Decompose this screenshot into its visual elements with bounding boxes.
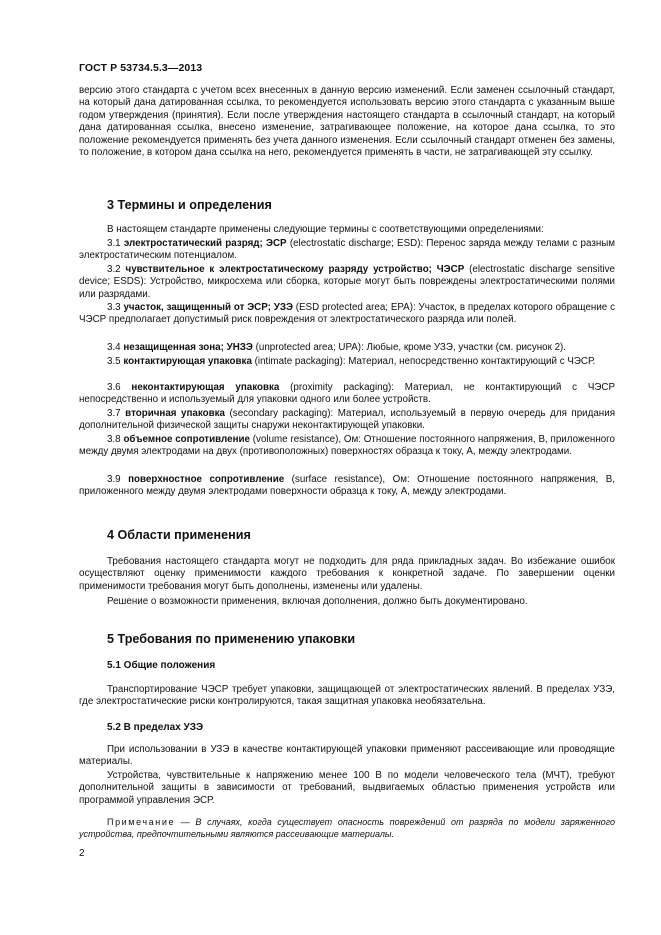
term-definition: (unprotected area; UPA): Любые, кроме УЗЭ, участки (см. рисунок 2). bbox=[252, 342, 567, 353]
section-4-title: 4 Области применения bbox=[107, 528, 251, 542]
term-definition: (surface resistance), Ом: Отношение постоянного напряжения, В, приложенного между двумя электродами поверхности образца к току, А, между электродами. bbox=[79, 474, 615, 498]
term-definition: (ESD protected area; EPA): Участок, в пределах которого обращение с ЧЭСР предполагает допустимый риск повреждения от электростатического разряда или полей. bbox=[79, 302, 615, 326]
section-5-1-title: 5.1 Общие положения bbox=[107, 660, 216, 671]
section-5-2-paragraph-1: При использовании в УЗЭ в качестве контактирующей упаковки применяют рассеивающие или проводящие материалы. bbox=[79, 744, 615, 768]
note-text: — В случаях, когда существует опасность повреждений от разряда по модели заряженного устройства, предпочтительными являются рассеивающие материалы. bbox=[79, 817, 615, 839]
term-number: 3.8 bbox=[107, 434, 121, 445]
page-number: 2 bbox=[79, 848, 85, 859]
document-header: ГОСТ Р 53734.5.3—2013 bbox=[79, 62, 203, 74]
term-3-8 bbox=[79, 434, 615, 459]
term-number: 3.3 bbox=[107, 302, 121, 313]
term-number: 3.7 bbox=[107, 408, 121, 419]
section-5-1-paragraph: Транспортирование ЧЭСР требует упаковки, защищающей от электростатических явлений. В пределах УЗЭ, где электростатические риски контролируются, такая защитная упаковка необязательна. bbox=[79, 684, 615, 708]
term-name: незащищенная зона; УНЗЭ bbox=[123, 342, 253, 353]
term-definition: (proximity packaging): Материал, не контактирующий с ЧЭСР непосредственно и используемый для упаковки одного или более устройств. bbox=[79, 382, 615, 406]
intro-paragraph: версию этого стандарта с учетом всех внесенных в данную версию изменений. Если заменен ссылочный стандарт, на который дана датированная ссылка, то рекомендуется использовать версию этого стандарта с указанным выше годом утверждения (принятия). Если после утверждения настоящего стандарта в ссылочный стандарт, на который дана датированная ссылка, внесено изменение, затрагивающее положение, на которое дана ссылка, то это положение рекомендуется применять без учета данного изменения. Если ссылочный стандарт отменен без замены, то положение, в котором дана ссылка на него, рекомендуется применять в части, не затрагивающей эту ссылку. bbox=[79, 85, 615, 159]
note bbox=[79, 816, 615, 840]
section-5-2-title: 5.2 В пределах УЗЭ bbox=[107, 722, 204, 733]
term-3-6 bbox=[79, 382, 615, 407]
term-3-7 bbox=[79, 408, 615, 433]
section-3-lead: В настоящем стандарте применены следующие термины с соответствующими определениями: bbox=[107, 224, 544, 235]
term-name: участок, защищенный от ЭСР; УЗЭ bbox=[123, 302, 293, 313]
term-number: 3.9 bbox=[107, 474, 121, 485]
term-name: поверхностное сопротивление bbox=[128, 474, 285, 485]
term-3-9 bbox=[79, 474, 615, 499]
term-definition: (intimate packaging): Материал, непосредственно контактирующий с ЧЭСР. bbox=[251, 356, 596, 367]
section-5-title: 5 Требования по применению упаковки bbox=[107, 632, 356, 646]
term-definition: (volume resistance), Ом: Отношение постоянного напряжения, В, приложенного между двумя электродами на двух (противоположных) поверхностях образца к току, А, между электродами. bbox=[79, 434, 615, 458]
term-name: чувствительное к электростатическому разряду устройство; ЧЭСР bbox=[125, 264, 465, 275]
term-definition: (electrostatic discharge sensitive device; ESDS): Устройство, микросхема или сборка, которые могут быть повреждены электростатическими полями или разрядами. bbox=[79, 264, 615, 300]
term-number: 3.6 bbox=[107, 382, 121, 393]
term-definition: (secondary packaging): Материал, используемый в первую очередь для придания дополнительной физической защиты снаружи неконтактирующей упаковки. bbox=[79, 408, 615, 432]
term-name: вторичная упаковка bbox=[125, 408, 225, 419]
term-3-1 bbox=[79, 238, 615, 263]
section-4-paragraph-2: Решение о возможности применения, включая дополнения, должно быть документировано. bbox=[107, 596, 528, 607]
section-4-paragraph-1: Требования настоящего стандарта могут не подходить для ряда прикладных задач. Во избежание ошибок осуществляют оценку применимости каждого требования к конкретной задаче. По завершении оценки применимости требования могут быть дополнены, изменены или удалены. bbox=[79, 556, 615, 592]
term-3-3 bbox=[79, 302, 615, 327]
term-3-5 bbox=[79, 356, 615, 368]
section-3-title: 3 Термины и определения bbox=[107, 198, 272, 212]
term-name: контактирующая упаковка bbox=[123, 356, 252, 367]
term-number: 3.5 bbox=[107, 356, 121, 367]
term-3-2 bbox=[79, 264, 615, 301]
term-name: электростатический разряд; ЭСР bbox=[123, 238, 287, 249]
term-number: 3.4 bbox=[107, 342, 121, 353]
term-name: объемное сопротивление bbox=[123, 434, 250, 445]
term-definition: (electrostatic discharge; ESD): Перенос заряда между телами с разным электростатическим потенциалом. bbox=[79, 238, 616, 262]
term-number: 3.1 bbox=[107, 238, 121, 249]
term-3-4 bbox=[79, 342, 615, 354]
note-label: Примечание bbox=[107, 817, 176, 827]
term-name: неконтактирующая упаковка bbox=[131, 382, 280, 393]
term-number: 3.2 bbox=[107, 264, 121, 275]
section-5-2-paragraph-2: Устройства, чувствительные к напряжению менее 100 В по модели человеческого тела (МЧТ), требуют дополнительной защиты в зависимости от требований, выдвигаемых областью применения устройств или программой управления ЭСР. bbox=[79, 770, 615, 806]
